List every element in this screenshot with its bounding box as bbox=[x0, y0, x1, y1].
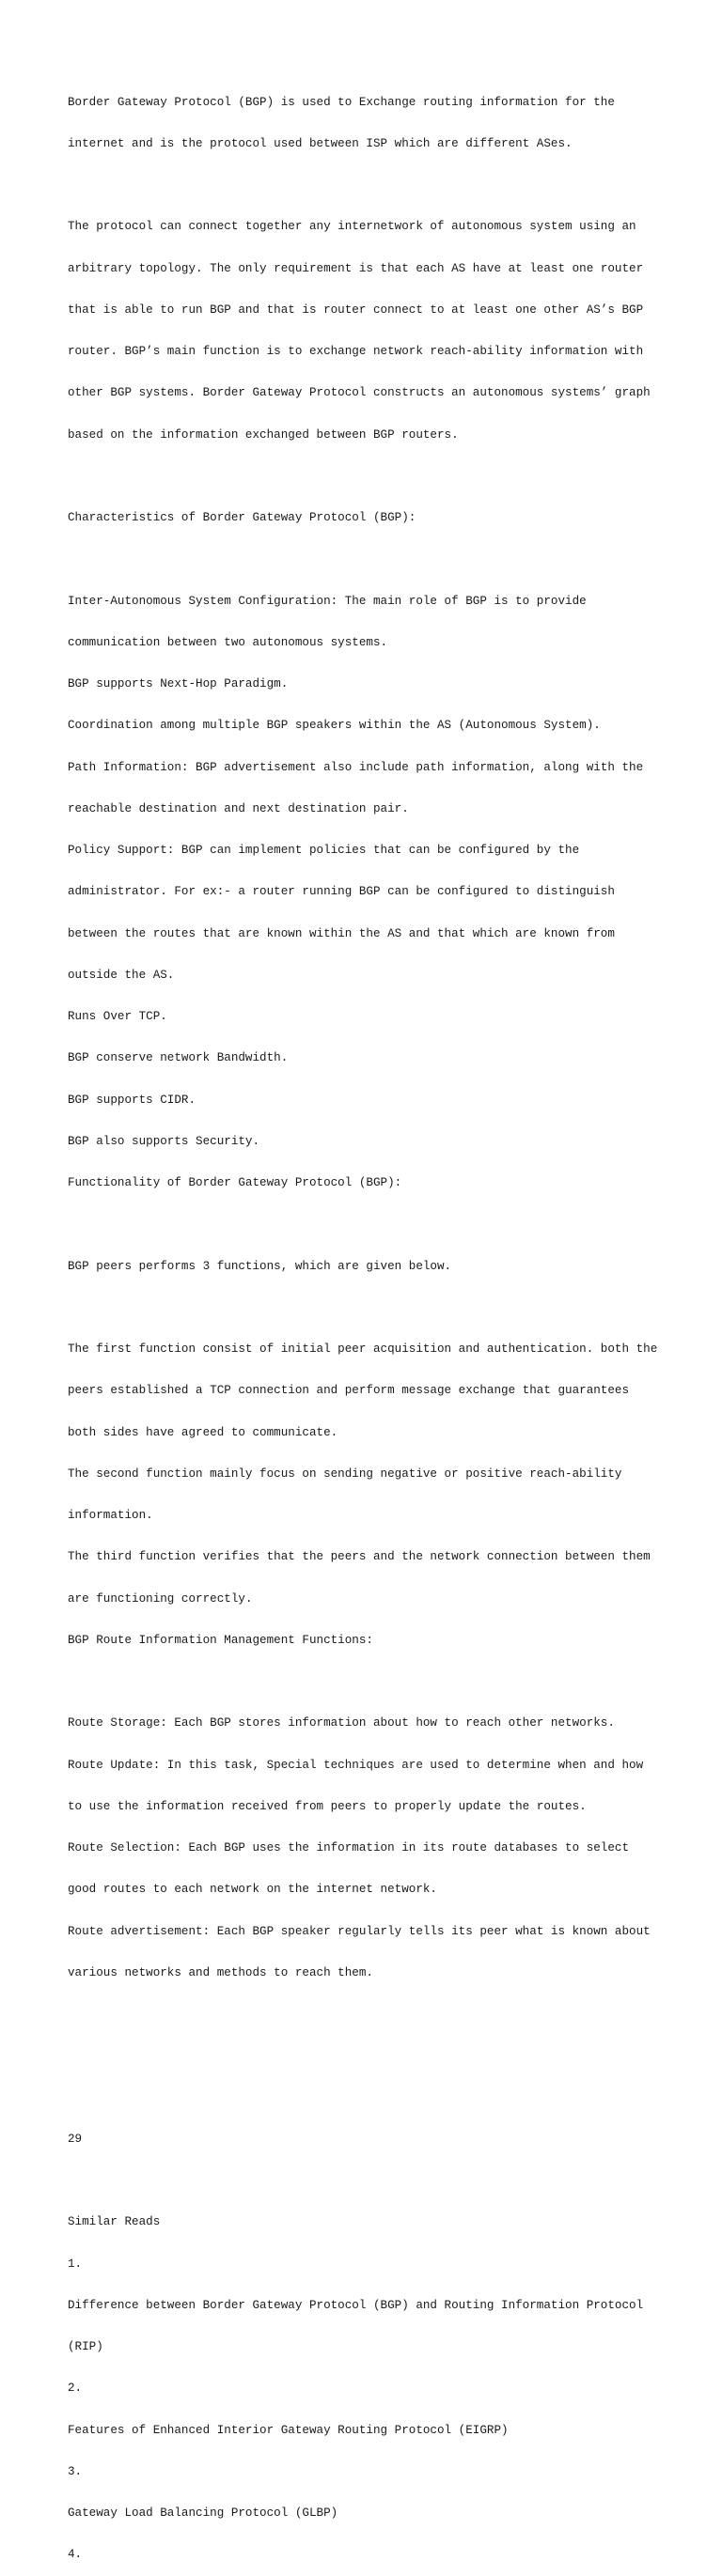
similar-read-link[interactable]: (RIP) bbox=[68, 2340, 103, 2353]
document-page bbox=[68, 68, 669, 2576]
text-line bbox=[68, 2008, 669, 2022]
text-line: Path Information: BGP advertisement also include path information, along with the bbox=[68, 760, 644, 774]
text-line: reachable destination and next destination pair. bbox=[68, 801, 409, 815]
text-line: router. BGP’s main function is to exchange network reach-ability information with bbox=[68, 345, 644, 358]
similar-read-link[interactable]: Difference between Border Gateway Protocol (BGP) and Routing Information Protocol bbox=[68, 2298, 644, 2312]
text-line: The second function mainly focus on sending negative or positive reach-ability bbox=[68, 1466, 622, 1481]
text-line: internet and is the protocol used between ISP which are different ASes. bbox=[68, 136, 573, 150]
text-line: Inter-Autonomous System Configuration: The main role of BGP is to provide bbox=[68, 594, 587, 608]
text-line: Policy Support: BGP can implement policies that can be configured by the bbox=[68, 844, 580, 857]
text-line: BGP conserve network Bandwidth. bbox=[68, 1051, 289, 1065]
text-line: that is able to run BGP and that is router connect to at least one other AS’s BGP bbox=[68, 303, 644, 317]
text-line: based on the information exchanged between BGP routers. bbox=[68, 427, 459, 442]
text-line: between the routes that are known within the AS and that which are known from bbox=[68, 926, 615, 940]
section-heading: Functionality of Border Gateway Protocol (BGP): bbox=[68, 1176, 402, 1189]
text-line: Route Selection: Each BGP uses the information in its route databases to select bbox=[68, 1841, 630, 1854]
text-line: The protocol can connect together any internetwork of autonomous system using an bbox=[68, 220, 636, 234]
text-line: to use the information received from peers to properly update the routes. bbox=[68, 1799, 587, 1813]
text-line: good routes to each network on the internet network. bbox=[68, 1883, 437, 1897]
text-line: BGP supports CIDR. bbox=[68, 1093, 196, 1107]
text-line: various networks and methods to reach them. bbox=[68, 1965, 373, 1979]
text-line: BGP peers performs 3 functions, which are given below. bbox=[68, 1259, 452, 1273]
text-line bbox=[68, 1301, 669, 1315]
text-line: Route Update: In this task, Special techniques are used to determine when and how bbox=[68, 1758, 644, 1772]
text-line: Route advertisement: Each BGP speaker regularly tells its peer what is known about bbox=[68, 1924, 651, 1938]
text-line: information. bbox=[68, 1509, 153, 1522]
similar-read-number: 1. bbox=[68, 2257, 83, 2271]
text-line: BGP supports Next-Hop Paradigm. bbox=[68, 677, 289, 691]
similar-read-link[interactable]: Features of Enhanced Interior Gateway Routing Protocol (EIGRP) bbox=[68, 2423, 509, 2437]
text-line: Runs Over TCP. bbox=[68, 1010, 167, 1023]
text-line: other BGP systems. Border Gateway Protocol constructs an autonomous systems’ graph bbox=[68, 386, 651, 400]
text-line: BGP also supports Security. bbox=[68, 1134, 260, 1148]
text-line bbox=[68, 1218, 669, 1232]
text-line bbox=[68, 178, 669, 193]
text-line: communication between two autonomous systems. bbox=[68, 635, 388, 649]
similar-read-number: 2. bbox=[68, 2382, 83, 2396]
text-line bbox=[68, 2049, 669, 2063]
like-count: 29 bbox=[68, 2132, 83, 2146]
text-line bbox=[68, 2174, 669, 2188]
section-heading: BGP Route Information Management Functions: bbox=[68, 1633, 373, 1647]
text-line: both sides have agreed to communicate. bbox=[68, 1425, 338, 1439]
similar-read-link[interactable]: Gateway Load Balancing Protocol (GLBP) bbox=[68, 2506, 338, 2520]
text-line: are functioning correctly. bbox=[68, 1591, 253, 1606]
text-line bbox=[68, 470, 669, 484]
text-line bbox=[68, 2091, 669, 2105]
text-line: The third function verifies that the peers and the network connection between them bbox=[68, 1550, 651, 1564]
text-line bbox=[68, 552, 669, 566]
text-line: Route Storage: Each BGP stores information about how to reach other networks. bbox=[68, 1716, 615, 1730]
text-line: Coordination among multiple BGP speakers within the AS (Autonomous System). bbox=[68, 719, 601, 733]
text-line bbox=[68, 1675, 669, 1689]
text-line: outside the AS. bbox=[68, 968, 175, 982]
text-line: administrator. For ex:- a router running BGP can be configured to distinguish bbox=[68, 885, 615, 899]
section-heading: Characteristics of Border Gateway Protocol (BGP): bbox=[68, 511, 416, 524]
similar-reads-heading: Similar Reads bbox=[68, 2215, 161, 2229]
similar-read-number: 3. bbox=[68, 2464, 83, 2478]
text-line: peers established a TCP connection and perform message exchange that guarantees bbox=[68, 1384, 630, 1398]
text-line: Border Gateway Protocol (BGP) is used to Exchange routing information for the bbox=[68, 95, 615, 109]
similar-read-number: 4. bbox=[68, 2548, 83, 2562]
text-line: arbitrary topology. The only requirement is that each AS have at least one router bbox=[68, 261, 644, 275]
text-line: The first function consist of initial peer acquisition and authentication. both the bbox=[68, 1342, 658, 1356]
